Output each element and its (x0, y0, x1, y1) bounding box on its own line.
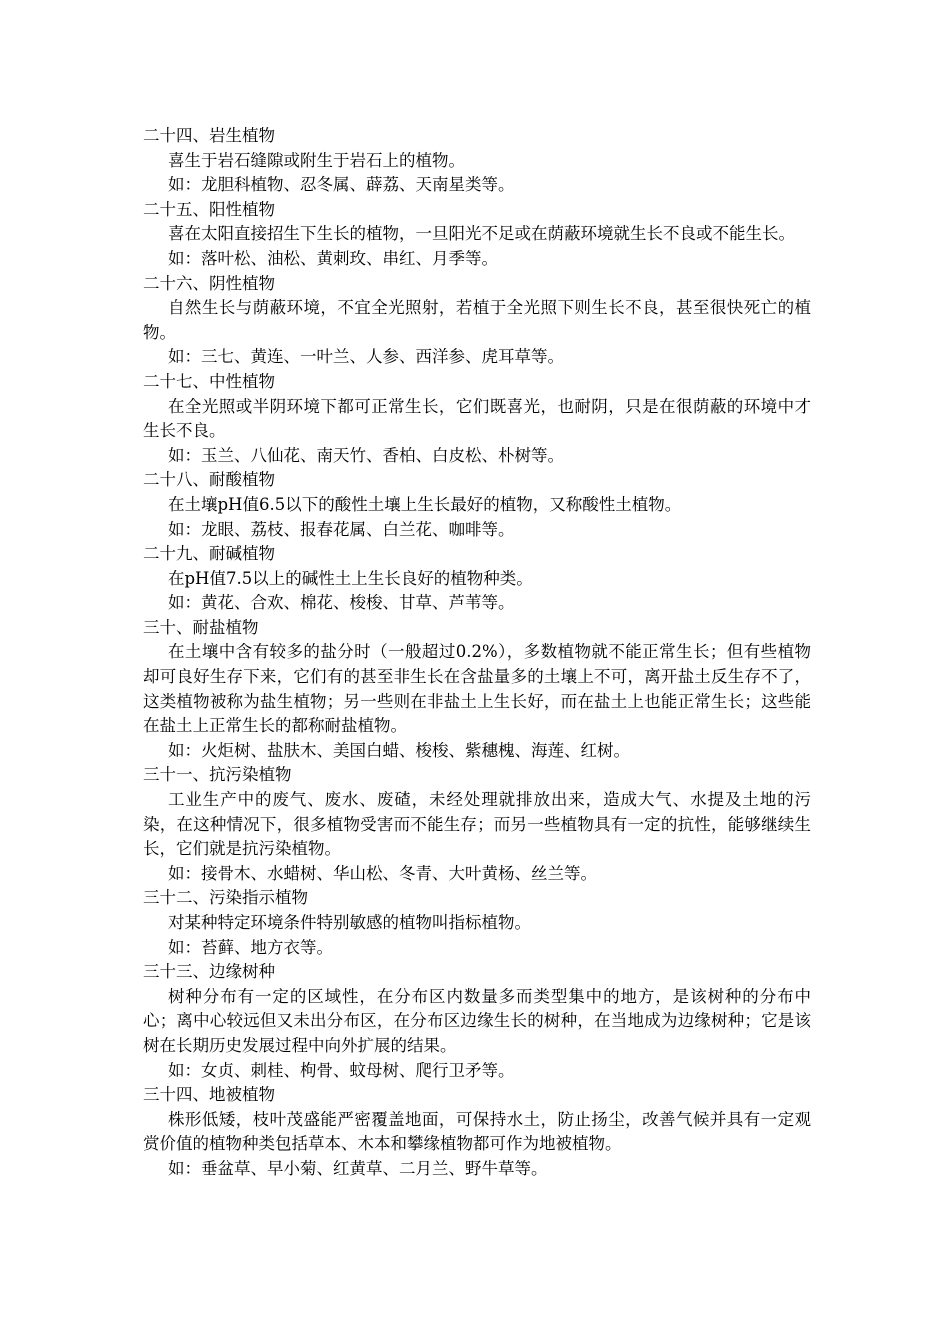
section-example: 如：玉兰、八仙花、南天竹、香柏、白皮松、朴树等。 (168, 445, 564, 465)
section-description: 在土壤pH值6.5以下的酸性土壤上生长最好的植物，又称酸性土植物。 (168, 494, 682, 514)
section-heading: 二十四、岩生植物 (143, 126, 275, 145)
section-example: 如：龙眼、荔枝、报春花属、白兰花、咖啡等。 (168, 519, 515, 539)
section-description: 工业生产中的废气、废水、废碴，未经处理就排放出来，造成大气、水提及土地的污染，在这种情况下，很多植物受害而不能生存；而另一些植物具有一定的抗性，能够继续生长，它们就是抗污染植物。 (143, 790, 811, 859)
section-rock-plants (143, 124, 811, 198)
section-heading: 二十五、阳性植物 (143, 199, 275, 219)
section-example: 如：黄花、合欢、棉花、梭梭、甘草、芦苇等。 (168, 593, 515, 613)
document-body (143, 124, 811, 1182)
section-example: 如：火炬树、盐肤木、美国白蜡、梭梭、紫穗槐、海莲、红树。 (168, 740, 630, 760)
section-heading: 三十一、抗污染植物 (143, 765, 292, 785)
section-salt-tolerant-plants (143, 616, 811, 764)
section-example: 如：女贞、刺桂、枸骨、蚊母树、爬行卫矛等。 (168, 1060, 515, 1080)
section-description: 自然生长与荫蔽环境，不宜全光照射，若植于全光照下则生长不良，甚至很快死亡的植物。 (143, 298, 811, 342)
section-description: 树种分布有一定的区域性，在分布区内数量多而类型集中的地方，是该树种的分布中心；离中心较远但又未出分布区，在分布区边缘生长的树种，在当地成为边缘树种；它是该树在长期历史发展过程中向外扩展的结果。 (143, 986, 811, 1055)
section-example: 如：落叶松、油松、黄刺玫、串红、月季等。 (168, 248, 498, 268)
section-heading: 二十七、中性植物 (143, 371, 275, 391)
section-sun-plants (143, 198, 811, 272)
section-ground-cover-plants (143, 1083, 811, 1181)
section-example: 如：垂盆草、早小菊、红黄草、二月兰、野牛草等。 (168, 1158, 548, 1178)
section-description: 喜在太阳直接招生下生长的植物，一旦阳光不足或在荫蔽环境就生长不良或不能生长。 (168, 224, 795, 244)
section-pollution-resistant-plants (143, 763, 811, 886)
section-example: 如：接骨木、水蜡树、华山松、冬青、大叶黄杨、丝兰等。 (168, 863, 597, 883)
section-example: 如：三七、黄连、一叶兰、人参、西洋参、虎耳草等。 (168, 347, 564, 367)
section-alkali-tolerant-plants (143, 542, 811, 616)
section-description: 在土壤中含有较多的盐分时（一般超过0.2%），多数植物就不能正常生长；但有些植物却可良好生存下来，它们有的甚至非生长在含盐量多的土壤上不可，离开盐土反生存不了，这类植物被称为盐生植物；另一些则在非盐土上生长好，而在盐土上也能正常生长；这些能在盐土上正常生长的都称耐盐植物。 (143, 642, 811, 736)
section-shade-plants (143, 272, 811, 370)
section-acid-tolerant-plants (143, 468, 811, 542)
section-heading: 三十四、地被植物 (143, 1085, 275, 1105)
section-marginal-tree-species (143, 960, 811, 1083)
section-description: 株形低矮，枝叶茂盛能严密覆盖地面，可保持水土，防止扬尘，改善气候并具有一定观赏价值的植物种类包括草本、木本和攀缘植物都可作为地被植物。 (143, 1109, 811, 1154)
section-pollution-indicator-plants (143, 886, 811, 960)
section-neutral-plants (143, 370, 811, 468)
section-description: 在pH值7.5以上的碱性土上生长良好的植物种类。 (168, 568, 533, 588)
section-description: 对某种特定环境条件特别敏感的植物叫指标植物。 (168, 913, 531, 932)
section-heading: 二十九、耐碱植物 (143, 544, 275, 564)
section-example: 如：龙胆科植物、忍冬属、薜荔、天南星类等。 (168, 175, 515, 195)
section-heading: 二十六、阴性植物 (143, 273, 275, 293)
section-heading: 二十八、耐酸植物 (143, 470, 275, 490)
section-description: 在全光照或半阴环境下都可正常生长，它们既喜光，也耐阴，只是在很荫蔽的环境中才生长不良。 (143, 396, 811, 441)
section-example: 如：苔藓、地方衣等。 (168, 937, 333, 957)
section-heading: 三十、耐盐植物 (143, 617, 259, 637)
section-heading: 三十三、边缘树种 (143, 962, 275, 982)
section-heading: 三十二、污染指示植物 (143, 888, 308, 908)
section-description: 喜生于岩石缝隙或附生于岩石上的植物。 (168, 150, 465, 170)
